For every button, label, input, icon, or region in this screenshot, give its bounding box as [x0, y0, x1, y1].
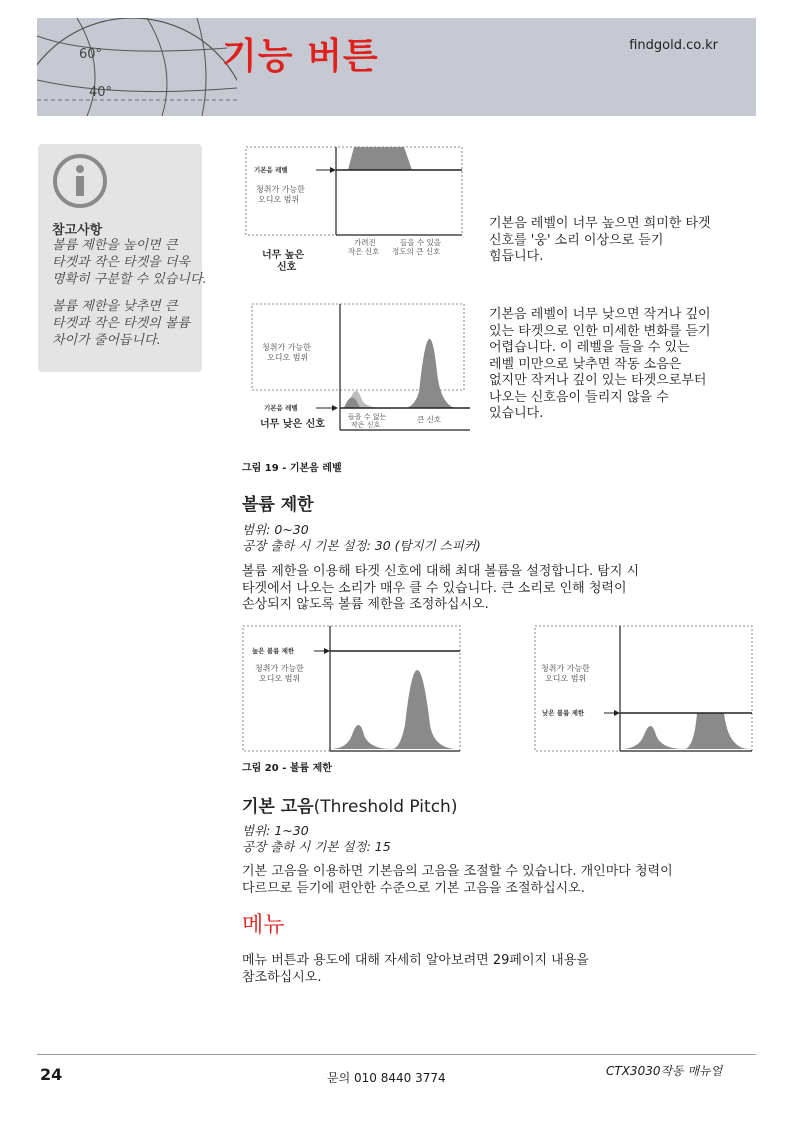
fig20-left-range-label-1: 청취가 가능한: [255, 664, 304, 673]
fig19-bottom-side-label: 너무 낮은 신호: [260, 419, 325, 430]
fig19-bottom-peak1-label-2: 작은 신호: [351, 421, 381, 429]
menu-body: 메뉴 버튼과 용도에 대해 자세히 알아보려면 29페이지 내용을 참조하십시오.: [242, 953, 589, 985]
fig19-top-peak2-label-1: 들을 수 있을: [400, 238, 441, 247]
threshold-heading: 기본 고음(Threshold Pitch): [242, 797, 458, 817]
footer-divider: [37, 1054, 756, 1055]
globe-label-40: 40°: [89, 85, 113, 100]
note-box: [38, 144, 207, 372]
volume-heading: 볼륨 제한: [242, 495, 314, 515]
note-paragraph-1: 볼륨 제한을 높이면 큰 타겟과 작은 타겟을 더욱 명확히 구분할 수 있습니다.: [52, 238, 207, 287]
note-title: 참고사항: [52, 223, 103, 238]
fig19-top-peak1-label-2: 작은 신호: [348, 247, 380, 256]
volume-body: 볼륨 제한을 이용해 타겟 신호에 대해 최대 볼륨을 설정합니다. 탐지 시 타겟에서 나오는 소리가 매우 클 수 있습니다. 큰 소리로 인해 청력이 손상되지 않도록 볼륨 제한을 조정하십시오.: [242, 564, 640, 612]
fig19-desc-high: 기본음 레벨이 너무 높으면 희미한 타겟 신호를 '웅' 소리 이상으로 듣기 힘듭니다.: [489, 216, 711, 264]
fig19-top-level-label: 기본음 레벨: [254, 166, 288, 174]
page-title: 기능 버튼: [222, 36, 379, 77]
fig19-bottom-range-label-2: 오디오 범위: [267, 353, 309, 362]
fig20-right-diagram: [534, 625, 754, 753]
fig19-bottom-range-label-1: 청취가 가능한: [262, 343, 311, 352]
globe-icon: [37, 18, 237, 116]
fig19-caption: 그림 19 - 기본음 레벨: [242, 463, 342, 474]
fig19-bottom-diagram: [244, 302, 472, 434]
fig19-top-peak2-label-2: 정도의 큰 신호: [392, 247, 441, 256]
fig19-bottom-peak2-label: 큰 신호: [417, 415, 442, 424]
threshold-range: 범위: 1~30 공장 출하 시 기본 설정: 15: [242, 823, 391, 854]
fig20-left-diagram: [242, 625, 462, 753]
volume-range: 범위: 0~30 공장 출하 시 기본 설정: 30 (탐지기 스피커): [242, 522, 481, 553]
fig19-bottom-peak1-label-1: 들을 수 없는: [348, 413, 387, 421]
menu-heading: 메뉴: [242, 913, 285, 938]
fig19-top-side-label-2: 신호: [277, 262, 297, 273]
fig19-top-peak1-label-1: 가려진: [354, 238, 376, 247]
site-url: findgold.co.kr: [629, 38, 718, 53]
fig20-right-limit-label: 낮은 볼륨 제한: [542, 709, 585, 717]
page-number: 24: [40, 1065, 63, 1084]
threshold-body: 기본 고음을 이용하면 기본음의 고음을 조절할 수 있습니다. 개인마다 청력이 다르므로 듣기에 편안한 수준으로 기본 고음을 조절하십시오.: [242, 864, 673, 896]
fig19-bottom-level-label: 기본음 레벨: [264, 404, 298, 412]
info-icon: [52, 153, 108, 209]
globe-label-60: 60°: [79, 47, 103, 62]
fig19-top-range-label-2: 오디오 범위: [258, 195, 300, 204]
fig20-left-limit-label: 높은 볼륨 제한: [252, 647, 295, 655]
fig20-left-range-label-2: 오디오 범위: [259, 674, 301, 683]
fig19-desc-low: 기본음 레벨이 너무 낮으면 작거나 깊이 있는 타겟으로 인한 미세한 변화를 듣기 어렵습니다. 이 레벨을 들을 수 있는 레벨 미만으로 낮추면 작동 소음은 없지만 작거나 깊이 있는 타겟으로부터 나오는 신호음이 들리지 않을 수 있습니다.: [489, 307, 711, 421]
fig20-right-range-label-1: 청취가 가능한: [541, 664, 590, 673]
fig19-top-side-label-1: 너무 높은: [262, 250, 305, 261]
footer-contact: 문의 010 8440 3774: [327, 1071, 446, 1085]
fig19-top-diagram: [244, 145, 464, 275]
footer-manual-title: CTX3030작동 매뉴얼: [606, 1064, 723, 1078]
fig19-top-range-label-1: 청취가 가능한: [256, 185, 305, 194]
page-header: [37, 18, 756, 116]
fig20-right-range-label-2: 오디오 범위: [545, 674, 587, 683]
fig20-caption: 그림 20 - 볼륨 제한: [242, 763, 332, 774]
note-paragraph-2: 볼륨 제한을 낮추면 큰 타겟과 작은 타겟의 볼륨 차이가 줄어듭니다.: [52, 299, 190, 348]
